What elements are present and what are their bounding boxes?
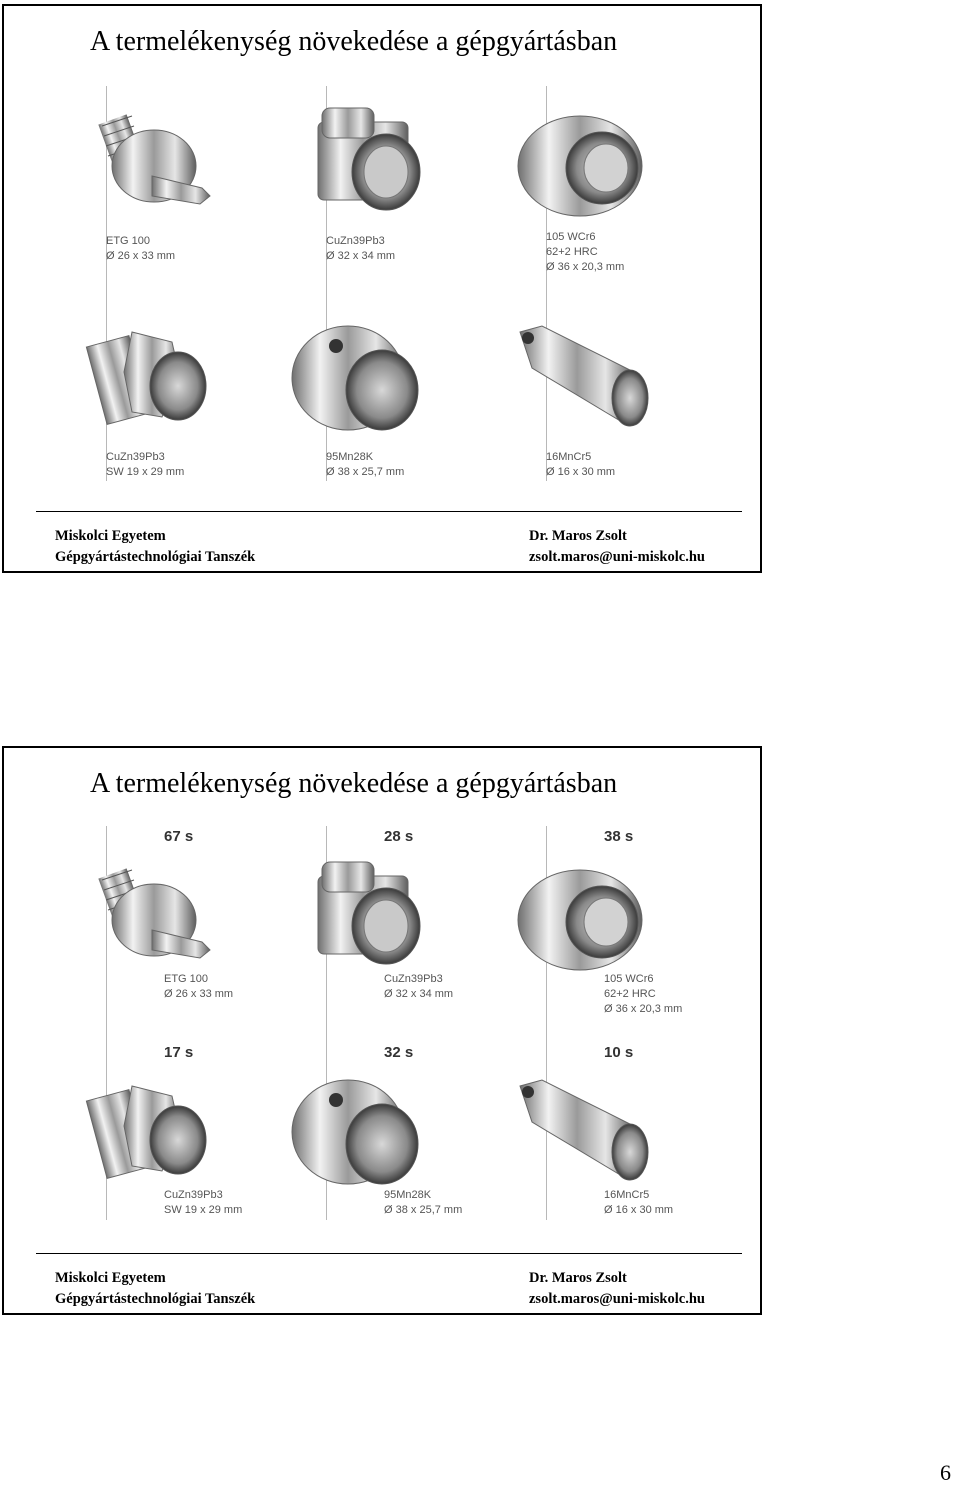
part-cell (268, 828, 483, 1040)
part-spec: CuZn39Pb3 SW 19 x 29 mm (164, 1189, 243, 1216)
nozzle-part-image (62, 96, 212, 231)
slide-title: A termelékenység növekedése a gépgyártásban (90, 768, 618, 799)
machining-time: 17 s (164, 1044, 194, 1061)
part-spec: 16MnCr5 Ø 16 x 30 mm (604, 1189, 674, 1216)
sleeve-part-image (282, 850, 432, 985)
eye-tube-part-image (502, 312, 652, 447)
part-spec: 105 WCr6 62+2 HRC Ø 36 x 20,3 mm (604, 973, 683, 1015)
sleeve-part-image (282, 96, 432, 231)
part-cell (488, 828, 703, 1040)
part-cell (488, 82, 703, 294)
machining-time: 32 s (384, 1044, 414, 1061)
part-cell (268, 298, 483, 510)
part-cell (488, 298, 703, 510)
part-spec: 95Mn28K Ø 38 x 25,7 mm (384, 1189, 463, 1216)
footer-author: Dr. Maros Zsolt zsolt.maros@uni-miskolc.hu (529, 528, 705, 565)
slide-title: A termelékenység növekedése a gépgyártásban (90, 26, 618, 57)
ring-part-image (502, 850, 652, 985)
part-spec: CuZn39Pb3 Ø 32 x 34 mm (384, 973, 454, 1000)
footer-author: Dr. Maros Zsolt zsolt.maros@uni-miskolc.hu (529, 1270, 705, 1307)
part-spec: 16MnCr5 Ø 16 x 30 mm (546, 451, 616, 478)
footer-rule (36, 511, 742, 512)
part-spec: CuZn39Pb3 SW 19 x 29 mm (106, 451, 185, 478)
machining-time: 38 s (604, 828, 634, 845)
slide-2 (2, 746, 762, 1315)
part-cell (488, 1044, 703, 1256)
part-cell (48, 1044, 263, 1256)
machining-time: 67 s (164, 828, 194, 845)
part-spec: CuZn39Pb3 Ø 32 x 34 mm (326, 235, 396, 262)
ring-part-image (502, 96, 652, 231)
part-spec: ETG 100 Ø 26 x 33 mm (106, 235, 176, 262)
part-cell (268, 82, 483, 294)
nozzle-part-image (62, 850, 212, 985)
part-cell (48, 828, 263, 1040)
bushing-part-image (282, 1066, 432, 1201)
part-spec: 105 WCr6 62+2 HRC Ø 36 x 20,3 mm (546, 231, 625, 273)
slide-1 (2, 4, 762, 573)
hex-fitting-part-image (62, 1066, 212, 1201)
machining-time: 10 s (604, 1044, 634, 1061)
page-number: 6 (940, 1460, 951, 1485)
machining-time: 28 s (384, 828, 414, 845)
part-cell (268, 1044, 483, 1256)
part-cell (48, 298, 263, 510)
footer-rule (36, 1253, 742, 1254)
eye-tube-part-image (502, 1066, 652, 1201)
part-cell (48, 82, 263, 294)
hex-fitting-part-image (62, 312, 212, 447)
footer-institution: Miskolci Egyetem Gépgyártástechnológiai Tanszék (55, 1270, 256, 1307)
footer-institution: Miskolci Egyetem Gépgyártástechnológiai Tanszék (55, 528, 256, 565)
bushing-part-image (282, 312, 432, 447)
part-spec: 95Mn28K Ø 38 x 25,7 mm (326, 451, 405, 478)
part-spec: ETG 100 Ø 26 x 33 mm (164, 973, 234, 1000)
